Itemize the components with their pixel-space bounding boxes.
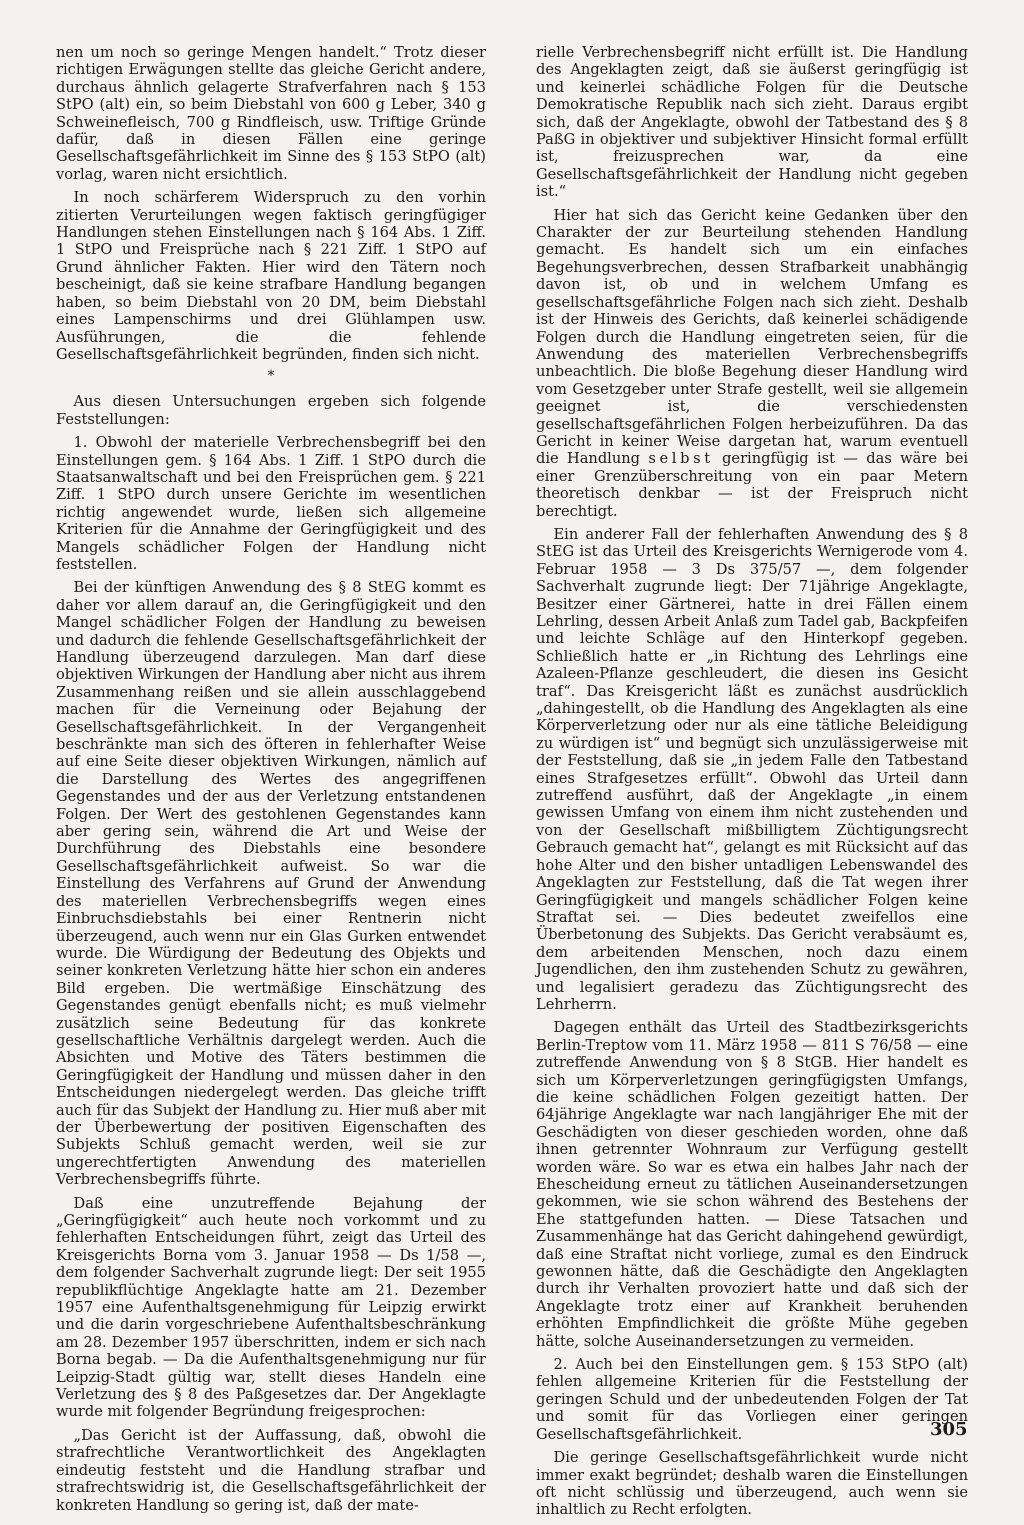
paragraph: 2. Auch bei den Einstellungen gem. § 153 StPO (alt) fehlen allgemeine Kriterien für die Feststellung der geringen Schuld und der unbedeutenden Folgen der Tat und somit für das Vorliegen einer geringen Gesellschaftsgefährlichkeit. [536,1356,968,1443]
emphasized-word: selbst [648,450,714,468]
quotation-paragraph: „Das Gericht ist der Auffassung, daß, obwohl die strafrechtliche Verantwortlichkeit des Angeklagten eindeutig feststeht und die Handlung strafbar und strafrechtswidrig ist, die Gesellschaftsgefährlichkeit der konkreten Handlung so gering ist, daß der mate- [56,1426,486,1514]
right-column [536,44,968,1525]
paragraph: nen um noch so geringe Mengen handelt.“ Trotz dieser richtigen Erwägungen stellte das gleiche Gericht andere, durchaus ähnlich gelagerte Strafverfahren nach § 153 StPO (alt) ein, so beim Diebstahl von 600 g Leber, 340 g Schweinefleisch, 700 g Rindfleisch, usw. Triftige Gründe dafür, daß in diesen Fällen eine geringe Gesellschaftsgefährlichkeit im Sinne des § 153 StPO (alt) vorlag, waren nicht ersichtlich. [56,44,486,183]
page-number: 305 [930,1419,968,1440]
paragraph: In noch schärferem Widerspruch zu den vorhin zitierten Verurteilungen wegen faktisch geringfügiger Handlungen stehen Einstellungen nach § 164 Abs. 1 Ziff. 1 StPO und Freisprüche nach § 221 Ziff. 1 StPO auf Grund ähnlicher Fakten. Hier wird den Tätern noch bescheinigt, daß sie keine strafbare Handlung begangen haben, so beim Diebstahl von 20 DM, beim Diebstahl eines Lampenschirms und drei Glühlampen usw. Ausführungen, die die fehlende Gesellschaftsgefährlichkeit begründen, finden sich nicht. [56,189,486,363]
paragraph: Daß eine unzutreffende Bejahung der „Geringfügigkeit“ auch heute noch vorkommt und zu fehlerhaften Entscheidungen führt, zeigt das Urteil des Kreisgerichts Borna vom 3. Januar 1958 — Ds 1/58 —, dem folgender Sachverhalt zugrunde liegt: Der seit 1955 republikflüchtige Angeklagte hatte am 21. Dezember 1957 eine Aufenthaltsgenehmigung für Leipzig erwirkt und die darin vorgeschriebene Aufenthaltsbeschränkung am 28. Dezember 1957 überschritten, indem er sich nach Borna begab. — Da die Aufenthaltsgenehmigung nur für Leipzig-Stadt gültig war, stellt dieses Handeln eine Verletzung des § 8 des Paßgesetzes dar. Der Angeklagte wurde mit folgender Begründung freigesprochen: [56,1194,486,1421]
section-separator: * [267,368,275,385]
left-column [56,44,486,1520]
paragraph: Ein anderer Fall der fehlerhaften Anwendung des § 8 StEG ist das Urteil des Kreisgerichts Wernigerode vom 4. Februar 1958 — 3 Ds 375/57 —, dem folgender Sachverhalt zugrunde liegt: Der 71jährige Angeklagte, Besitzer einer Gärtnerei, hatte in drei Fällen einem Lehrling, dessen Arbeit Anlaß zum Tadel gab, Backpfeifen und leichte Schläge auf den Hinterkopf gegeben. Schließlich hatte er „in Richtung des Lehrlings eine Azaleen-Pflanze geschleudert, die diesen ins Gesicht traf“. Das Kreisgericht läßt es zunächst ausdrücklich „dahingestellt, ob die Handlung des Angeklagten als eine Körperverletzung oder nur als eine tätliche Beleidigung zu würdigen ist“ und begnügt sich unzulässigerweise mit der Feststellung, daß sie „in jedem Falle den Tatbestand eines Strafgesetzes erfüllt“. Obwohl das Urteil dann zutreffend ausführt, daß der Angeklagte „in einem gewissen Umfang von einem ihm nicht zustehenden und von der Gesellschaft mißbilligtem Züchtigungsrecht Gebrauch gemacht hat“, gelangt es mit Rücksicht auf das hohe Alter und den bisher untadligen Lebenswandel des Angeklagten zur Feststellung, daß die Tat wegen ihrer Geringfügigkeit und mangels schädlicher Folgen keine Straftat sei. — Dies bedeutet zweifellos eine Überbetonung des Subjekts. Das Gericht verabsäumt es, dem arbeitenden Menschen, noch dazu einem Jugendlichen, den ihm zustehenden Schutz zu gewähren, und legalisiert geradezu das Züchtigungsrecht des Lehrherrn. [536,525,968,1013]
paragraph: Dagegen enthält das Urteil des Stadtbezirksgerichts Berlin-Treptow vom 11. März 1958 — 811 S 76/58 — eine zutreffende Anwendung von § 8 StGB. Hier handelt es sich um Körperverletzungen geringfügigsten Umfangs, die keine schädlichen Folgen gezeitigt hatten. Der 64jährige Angeklagte war nach langjähriger Ehe mit der Geschädigten von dieser geschieden worden, ohne daß ihnen getrennter Wohnraum zur Verfügung gestellt worden wäre. So war es etwa ein halbes Jahr nach der Ehescheidung erneut zu tätlichen Auseinandersetzungen gekommen, wie sie schon während des Bestehens der Ehe stattgefunden hatten. — Diese Tatsachen und Zusammenhänge hat das Gericht dahingehend gewürdigt, daß eine Straftat nicht vorliege, zumal es den Eindruck gewonnen hätte, daß die Geschädigte den Angeklagten durch ihr Verhalten provoziert hatte und daß sich der Angeklagte trotz einer auf Krankheit beruhenden erhöhten Empfindlichkeit die größte Mühe gegeben hätte, solche Auseinandersetzungen zu vermeiden. [536,1019,968,1350]
quotation-paragraph: rielle Verbrechensbegriff nicht erfüllt ist. Die Handlung des Angeklagten zeigt, daß sie äußerst geringfügig ist und keinerlei schädliche Folgen für die Deutsche Demokratische Republik nach sich zieht. Daraus ergibt sich, daß der Angeklagte, obwohl der Tatbestand des § 8 PaßG in objektiver und subjektiver Hinsicht formal erfüllt ist, freizusprechen war, da eine Gesellschaftsgefährlichkeit der Handlung nicht gegeben ist.“ [536,44,968,201]
paragraph: 1. Obwohl der materielle Verbrechensbegriff bei den Einstellungen gem. § 164 Abs. 1 Ziff. 1 StPO durch die Staatsanwaltschaft und bei den Freisprüchen gem. § 221 Ziff. 1 StPO durch unsere Gerichte im wesentlichen richtig angewendet wurde, ließen sich allgemeine Kriterien für die Annahme der Geringfügigkeit und des Mangels schädlicher Folgen der Handlung nicht feststellen. [56,434,486,573]
paragraph: Die geringe Gesellschaftsgefährlichkeit wurde nicht immer exakt begründet; deshalb waren die Einstellungen oft nicht schlüssig und überzeugend, auch wenn sie inhaltlich zu Recht erfolgten. [536,1449,968,1519]
paragraph-text: geringfügig ist — das wäre bei einer Grenzüberschreitung von ein paar Metern theoretisch denkbar — ist der Freispruch nicht berechtigt. [536,450,968,520]
paragraph [536,207,968,520]
paragraph: Aus diesen Untersuchungen ergeben sich folgende Feststellungen: [56,393,486,428]
paragraph: Bei der künftigen Anwendung des § 8 StEG kommt es daher vor allem darauf an, die Geringfügigkeit und den Mangel schädlicher Folgen der Handlung zu beweisen und dadurch die fehlende Gesellschaftsgefährlichkeit der Handlung überzeugend darzulegen. Man darf diese objektiven Wirkungen der Handlung aber nicht aus ihrem Zusammenhang reißen und sie allein ausschlaggebend machen für die Verneinung oder Bejahung der Gesellschaftsgefährlichkeit. In der Vergangenheit beschränkte man sich des öfteren in fehlerhafter Weise auf eine Seite dieser objektiven Wirkungen, nämlich auf die Darstellung des Wertes des angegriffenen Gegenstandes und der aus der Verletzung entstandenen Folgen. Der Wert des gestohlenen Gegenstandes kann aber gering sein, während die Art und Weise der Durchführung des Diebstahls eine besondere Gesellschaftsgefährlichkeit aufweist. So war die Einstellung des Verfahrens auf Grund der Anwendung des materiellen Verbrechensbegriffs wegen eines Einbruchsdiebstahls bei einer Rentnerin nicht überzeugend, auch wenn nur ein Glas Gurken entwendet wurde. Die Würdigung der Bedeutung des Objekts und seiner konkreten Verletzung hätte hier schon ein anderes Bild ergeben. Die wertmäßige Einschätzung des Gegenstandes genügt ebenfalls nicht; es muß vielmehr zusätzlich seine Bedeutung für das konkrete gesellschaftliche Verhältnis dargelegt werden. Auch die Absichten und Motive des Täters bestimmen die Geringfügigkeit der Handlung und müssen daher in den Entscheidungen niedergelegt werden. Das gleiche trifft auch für das Subjekt der Handlung zu. Hier muß aber mit der Überbewertung der positiven Eigenschaften des Subjekts Schluß gemacht werden, weil sie zur ungerechtfertigten Anwendung des materiellen Verbrechensbegriffs führte. [56,579,486,1189]
paragraph-text: Hier hat sich das Gericht keine Gedanken über den Charakter der zur Beurteilung stehenden Handlung gemacht. Es handelt sich um ein einfaches Begehungsverbrechen, dessen Strafbarkeit unabhängig davon ist, ob und in welchem Umfang es gesellschaftsgefährliche Folgen nach sich zieht. Deshalb ist der Hinweis des Gerichts, daß keinerlei schädigende Folgen durch die Handlung eingetreten seien, für die Anwendung des materiellen Verbrechensbegriffs unbeachtlich. Die bloße Begehung dieser Handlung wird vom Gesetzgeber unter Strafe gestellt, weil sie allgemein geeignet ist, die verschiedensten gesellschaftsgefährlichen Folgen herbeizuführen. Da das Gericht in keiner Weise dargetan hat, warum eventuell die Handlung [536,206,968,468]
